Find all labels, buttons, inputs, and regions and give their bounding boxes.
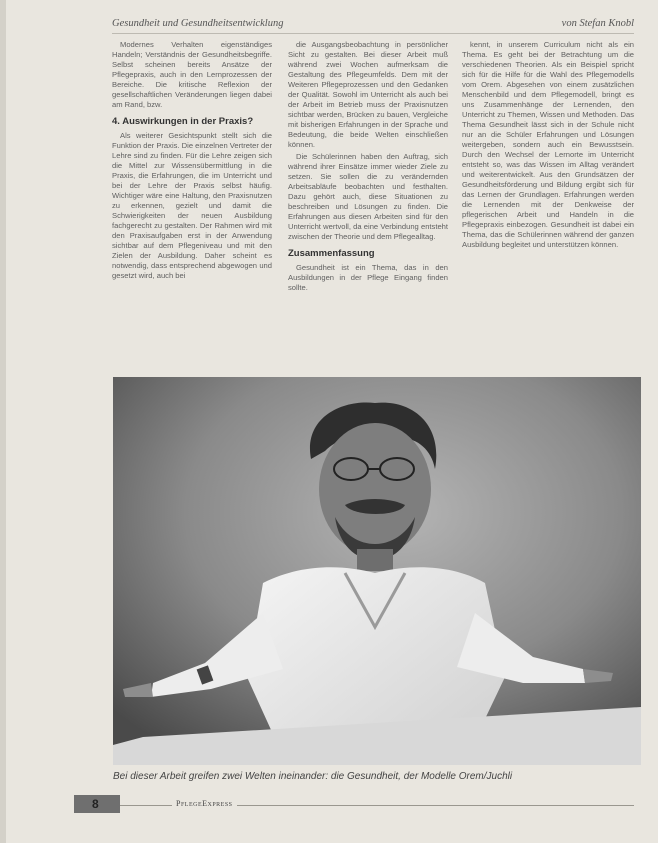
photo-caption: Bei dieser Arbeit greifen zwei Welten ineinander: die Gesundheit, der Modelle Orem/Juchli [113,771,513,782]
portrait-illustration [113,377,641,765]
summary-heading: Zusammenfassung [288,248,375,259]
column1-paragraph: Modernes Verhalten eigenständiges Handeln; Verständnis der Gesundheitsbegriffe. Selbst scheinen bereits Ansätze der Pflegepraxis, auch in den Lernprozessen der Bereiche. Die kritische Reflexion der gesellschaftlichen Veränderungen liegen dabei am Rand, bzw. [112,40,272,109]
text-column-2 [288,40,448,358]
column1-paragraph: Als weiterer Gesichtspunkt stellt sich die Funktion der Praxis. Die einzelnen Vertreter der Lehre sind zu finden. Für die Lehre zeigen sich die Mittel zur Wissensübermittlung in die Praxis, die Erfahrungen, die im Unterricht und bei der Lehre der Praxis selbst häufig. Wichtiger wäre eine Haltung, den Praxisnutzen zu erkennen, gezielt und damit die Schwierigkeiten der neuen Ausbildung fachgerecht zu gestalten. Der Rahmen wird mit den Praxisaufgaben erst in der Anwendung sichtbar auf dem Pflegeniveau und mit den Zielen der Ausbildung. Daher scheint es notwendig, dass entsprechend abgewogen und gesetzt wird, auch bei [112,131,272,280]
column3-paragraph: kennt, in unserem Curriculum nicht als ein Thema. Es geht bei der Betrachtung um die verschiedenen Theorien. Als ein Beispiel spricht sich für die Hilfe für die Wahl des Pflegemodells vom Orem. Abgesehen von einem zusätzlichen Menschenbild und dem Pflegemodell, bringt es uns Zusammenhänge der Lernenden, den Unterricht zu Themen, Wissen und Methoden. Das Thema Gesundheit lässt sich in der Schule nicht nur an die Schüler Erfahrungen und Lösungen weitergeben, sondern auch ein Bewusstsein. Durch den Wechsel der Lernorte im Unterricht entsteht so, was das Wissen im Alltag verändert und weiterentwickelt. Aus den Grundsätzen der Gesundheitsförderung und Bildung ergibt sich für das Lernen der Grundlagen. Erfahrungen werden die Lernenden mit der Denkweise der pflegerischen Arbeit und Handeln in die Pflegepraxis einbezogen. Gesundheit ist dabei ein Thema, das die Schülerinnen während der ganzen Ausbildung begleitet und unterstützen können. [462,40,634,249]
column2-paragraph: die Ausgangsbeobachtung in persönlicher Sicht zu gestalten. Bei dieser Arbeit muß während zwei Wochen aufmerksam die Gestaltung des Pflegeumfelds. Dem mit der Weiteren Pflegeprozessen und den Gedanken der Qualität. Sowohl im Unterricht als auch bei der Arbeit im Betrieb muss der Praxisnutzen sichtbar werden, Brücken zu bauen, Vergleiche mit bisherigen Erfahrungen in der Sprache und Bedeutung, die beide Welten einschließen können. [288,40,448,149]
text-column-1 [112,40,272,355]
page-number: 8 [92,797,99,811]
running-header [112,18,634,34]
portrait-photo [113,377,641,765]
column2-paragraph: Gesundheit ist ein Thema, das in den Ausbildungen in der Pflege Eingang finden sollte. [288,263,448,292]
running-header-left: Gesundheit und Gesundheitsentwicklung [112,18,284,29]
text-column-3 [462,40,634,358]
running-header-right: von Stefan Knobl [561,18,634,29]
page-edge-shadow [0,0,6,843]
magazine-title: PflegeExpress [172,799,237,808]
header-rule [112,33,634,34]
section-heading: 4. Auswirkungen in der Praxis? [112,116,254,127]
column2-paragraph: Die Schülerinnen haben den Auftrag, sich während ihrer Einsätze immer wieder Ziele zu setzen. Sie sollen die zu verändernden Arbeitsabläufe beobachten und festhalten. Dazu gehört auch, diese Situationen zu beschreiben und Lösungen zu finden. Die Erfahrungen aus diesen Arbeiten sind für den Unterricht wertvoll, da eine Verbindung entsteht zwischen der Theorie und dem Pflegealltag. [288,152,448,241]
